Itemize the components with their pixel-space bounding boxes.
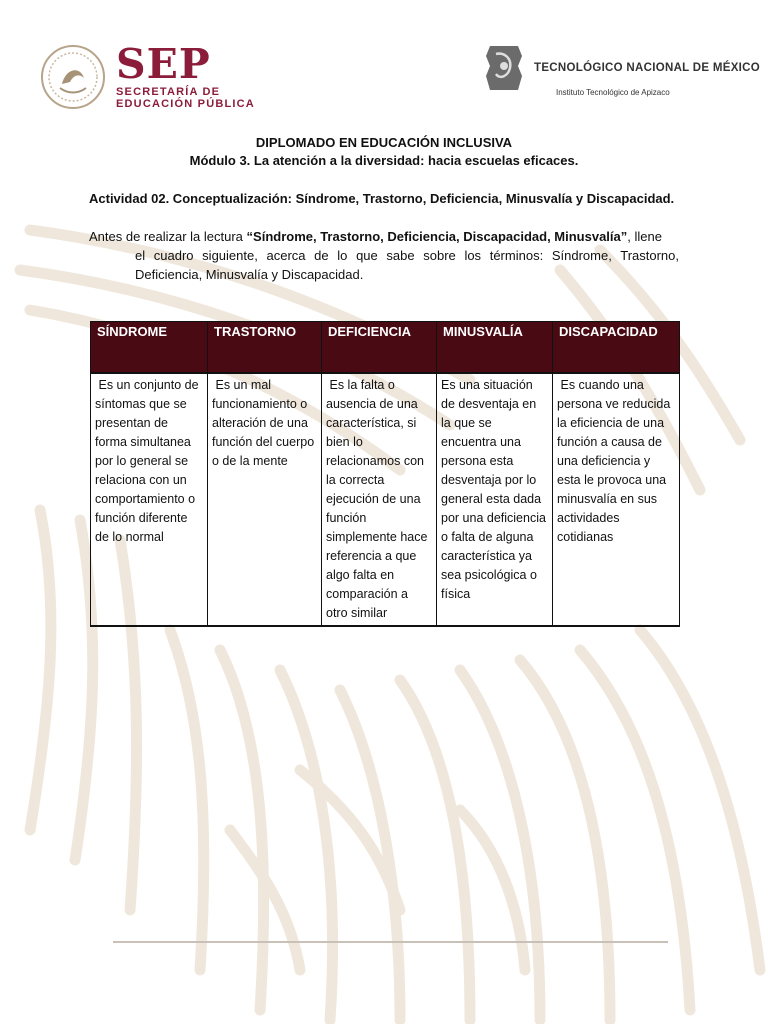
- instructions-after-2: el cuadro siguiente, acerca de lo que sabe sobre los términos: Síndrome, Trastorno, Deficiencia, Minusvalía y Discapacidad.: [135, 248, 679, 282]
- tecnm-gear-icon: [484, 42, 524, 94]
- column-header-deficiencia: DEFICIENCIA: [322, 322, 437, 374]
- cell-discapacidad: Es cuando una persona ve reducida la eficiencia de una función a causa de una deficiencia y esta le provoca una minusvalía en sus actividades cotidianas: [553, 373, 680, 626]
- document-titles: [0, 134, 768, 170]
- table-header-row: [91, 322, 680, 374]
- mexico-coat-of-arms-icon: [40, 44, 106, 110]
- instructions-paragraph: [89, 227, 679, 284]
- activity-heading: Actividad 02. Conceptualización: Síndrome, Trastorno, Deficiencia, Minusvalía y Discapacidad.: [89, 191, 675, 206]
- cell-minusvalia: Es una situación de desventaja en la que se encuentra una persona esta desventaja por lo general esta dada por una deficiencia o falta de alguna característica ya sea psicológica o física: [437, 373, 553, 626]
- column-header-discapacidad: DISCAPACIDAD: [553, 322, 680, 374]
- column-header-sindrome: SÍNDROME: [91, 322, 208, 374]
- sep-wordmark: SEP: [116, 40, 211, 88]
- cell-trastorno: Es un mal funcionamiento o alteración de una función del cuerpo o de la mente: [208, 373, 322, 626]
- instructions-reading-title: “Síndrome, Trastorno, Deficiencia, Discapacidad, Minusvalía”: [246, 229, 628, 244]
- tecnm-logo: [484, 42, 761, 102]
- instructions-before: Antes de realizar la lectura: [89, 229, 247, 244]
- sep-logo: [40, 42, 255, 114]
- sep-subtitle-line1: SECRETARÍA DE: [116, 86, 221, 98]
- footer-divider: [113, 941, 668, 943]
- sep-subtitle-line2: EDUCACIÓN PÚBLICA: [116, 98, 255, 110]
- column-header-trastorno: TRASTORNO: [208, 322, 322, 374]
- column-header-minusvalia: MINUSVALÍA: [437, 322, 553, 374]
- concepts-table: [90, 321, 680, 627]
- tecnm-name: TECNOLÓGICO NACIONAL DE MÉXICO: [534, 62, 761, 74]
- document-title: DIPLOMADO EN EDUCACIÓN INCLUSIVA: [255, 135, 513, 150]
- instructions-after-1: , llene: [627, 229, 662, 244]
- tecnm-subtitle: Instituto Tecnológico de Apizaco: [556, 88, 670, 97]
- cell-deficiencia: Es la falta o ausencia de una característica, si bien lo relacionamos con la correcta ejecución de una función simplemente hace referencia a que algo falta en comparación a otro similar: [322, 373, 437, 626]
- cell-sindrome: Es un conjunto de síntomas que se presentan de forma simultanea por lo general se relaciona con un comportamiento o función diferente de lo normal: [91, 373, 208, 626]
- document-subtitle: Módulo 3. La atención a la diversidad: hacia escuelas eficaces.: [189, 153, 579, 168]
- table-row: [91, 373, 680, 626]
